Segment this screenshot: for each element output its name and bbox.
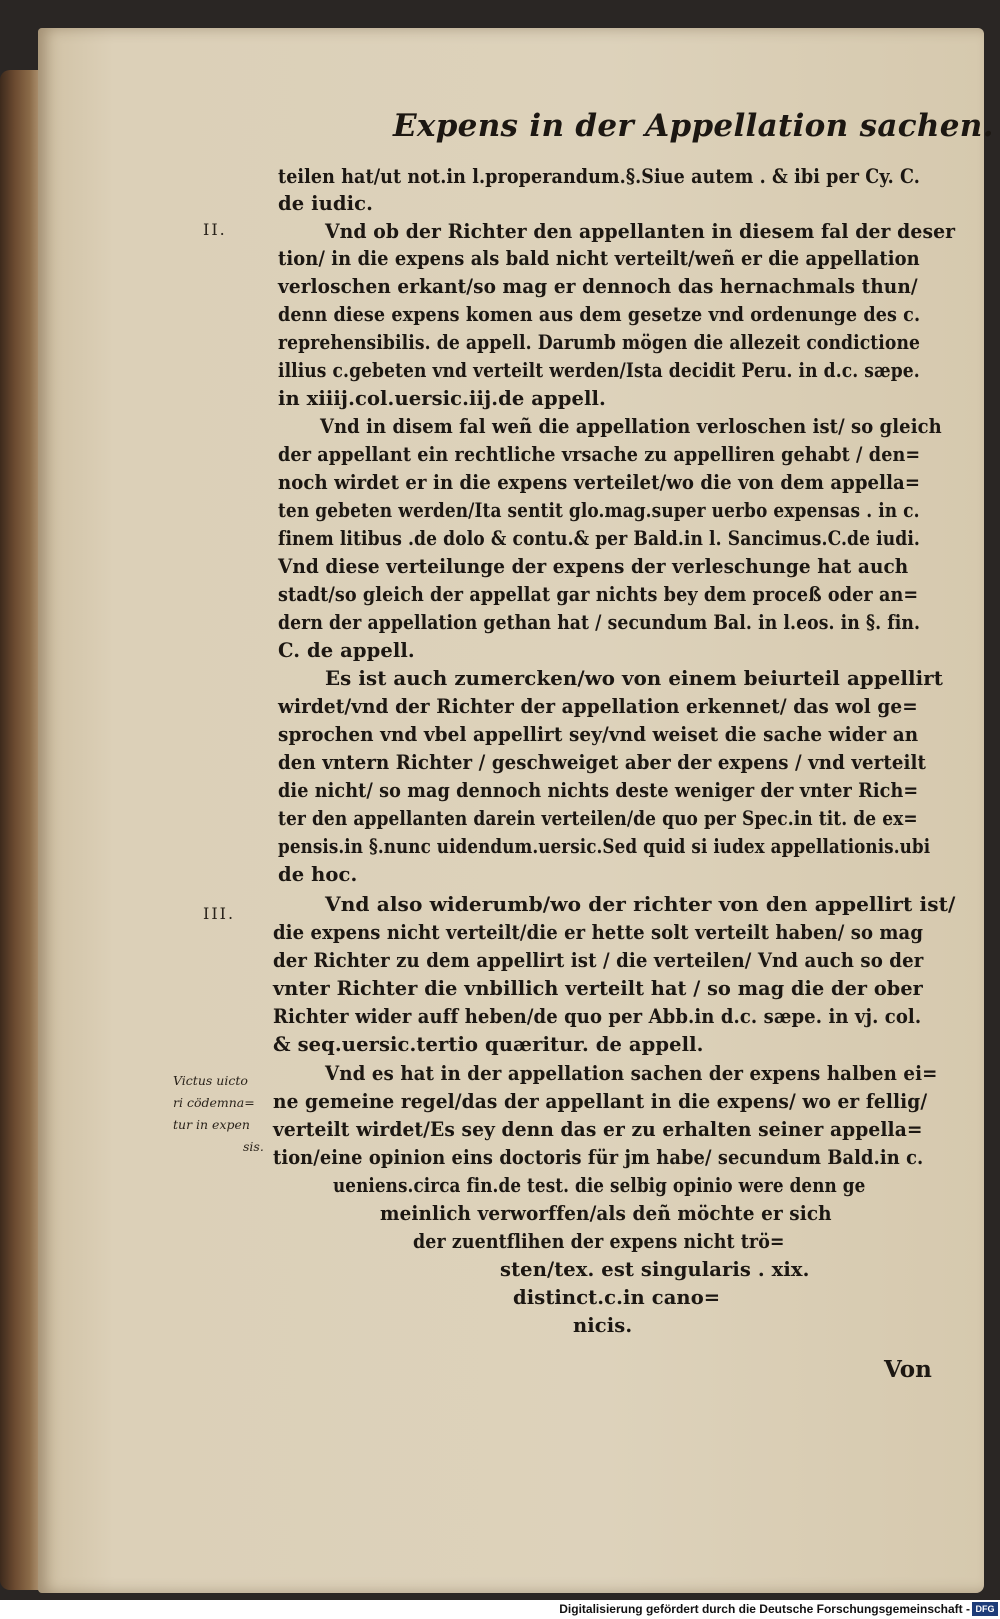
footer-bar: [0, 1600, 1000, 1619]
text-line: illius c.gebeten vnd verteilt werden/Ista decidit Peru. in d.c. sæpe.: [278, 359, 920, 382]
text-line: tion/eine opinion eins doctoris für jm habe/ secundum Bald.in c.: [273, 1146, 924, 1169]
text-line: verteilt wirdet/Es sey denn das er zu erhalten seiner appella=: [273, 1118, 923, 1141]
text-line: pensis.in §.nunc uidendum.uersic.Sed quid si iudex appellationis.ubi: [278, 835, 931, 858]
text-line: Vnd also widerumb/wo der richter von den appellirt ist/: [325, 893, 956, 916]
text-line: Es ist auch zumercken/wo von einem beiurteil appellirt: [325, 667, 943, 690]
text-line: die nicht/ so mag dennoch nichts deste weniger der vnter Rich=: [278, 779, 919, 802]
book-spine-edge: [0, 70, 42, 1590]
text-line: vnter Richter die vnbillich verteilt hat / so mag die der ober: [273, 977, 923, 1000]
text-line: nicis.: [573, 1314, 633, 1337]
text-line: denn diese expens komen aus dem gesetze vnd ordenunge des c.: [278, 303, 921, 326]
text-line: ter den appellanten darein verteilen/de quo per Spec.in tit. de ex=: [278, 807, 918, 830]
footer-credit: Digitalisierung gefördert durch die Deutsche Forschungsgemeinschaft -: [559, 1602, 970, 1616]
text-line: verloschen erkant/so mag er dennoch das hernachmals thun/: [278, 275, 918, 298]
text-line: noch wirdet er in die expens verteilet/wo die von dem appella=: [278, 471, 921, 494]
text-line: stadt/so gleich der appellat gar nichts bey dem proceß oder an=: [278, 583, 919, 606]
margin-note: [173, 1070, 265, 1158]
text-line: die expens nicht verteilt/die er hette solt verteilt haben/ so mag: [273, 921, 924, 944]
text-line: ueniens.circa fin.de test. die selbig opinio were denn ge: [333, 1174, 866, 1197]
text-line: Richter wider auff heben/de quo per Abb.in d.c. sæpe. in vj. col.: [273, 1005, 922, 1028]
running-header: Expens in der Appellation sachen.: [393, 108, 994, 144]
text-line: teilen hat/ut not.in l.properandum.§.Siue autem . & ibi per Cy. C.: [278, 165, 920, 188]
catchword: Von: [884, 1356, 932, 1383]
text-line: Vnd in disem fal weñ die appellation verloschen ist/ so gleich: [320, 415, 942, 438]
text-line: finem litibus .de dolo & contu.& per Bald.in l. Sancimus.C.de iudi.: [278, 527, 920, 550]
dfg-logo-icon: DFG: [972, 1602, 998, 1616]
text-line: der appellant ein rechtliche vrsache zu appelliren gehabt / den=: [278, 443, 921, 466]
text-line: & seq.uersic.tertio quæritur. de appell.: [273, 1033, 704, 1056]
text-line: ten gebeten werden/Ita sentit glo.mag.super uerbo expensas . in c.: [278, 499, 920, 522]
text-line: C. de appell.: [278, 639, 415, 662]
text-line: sten/tex. est singularis . xix.: [500, 1258, 810, 1281]
margin-note-line: Victus uicto: [173, 1073, 248, 1088]
text-line: distinct.c.in cano=: [513, 1286, 721, 1309]
text-line: de hoc.: [278, 863, 358, 886]
text-line: den vntern Richter / geschweiget aber der expens / vnd verteilt: [278, 751, 926, 774]
text-line: der zuentflihen der expens nicht trö=: [413, 1230, 785, 1253]
section-number-3: III.: [203, 904, 236, 923]
text-line: Vnd ob der Richter den appellanten in diesem fal der deser: [325, 220, 956, 243]
text-line: reprehensibilis. de appell. Darumb mögen die allezeit condictione: [278, 331, 921, 354]
text-line: tion/ in die expens als bald nicht verteilt/weñ er die appellation: [278, 247, 920, 270]
text-line: meinlich verworffen/als deñ möchte er sich: [380, 1202, 832, 1225]
margin-note-line: sis.: [243, 1139, 264, 1154]
text-line: Vnd es hat in der appellation sachen der expens halben ei=: [325, 1062, 938, 1085]
margin-note-line: ri cödemna=: [173, 1095, 255, 1110]
section-number-2: II.: [203, 220, 227, 239]
text-line: Vnd diese verteilunge der expens der verleschunge hat auch: [278, 555, 909, 578]
text-line: wirdet/vnd der Richter der appellation erkennet/ das wol ge=: [278, 695, 918, 718]
text-line: sprochen vnd vbel appellirt sey/vnd weiset die sache wider an: [278, 723, 919, 746]
margin-note-line: tur in expen: [173, 1117, 250, 1132]
text-line: der Richter zu dem appellirt ist / die verteilen/ Vnd auch so der: [273, 949, 924, 972]
text-line: dern der appellation gethan hat / secundum Bal. in l.eos. in §. fin.: [278, 611, 921, 634]
text-line: in xiiij.col.uersic.iij.de appell.: [278, 387, 606, 410]
text-line: ne gemeine regel/das der appellant in die expens/ wo er fellig/: [273, 1090, 928, 1113]
text-line: de iudic.: [278, 192, 374, 215]
